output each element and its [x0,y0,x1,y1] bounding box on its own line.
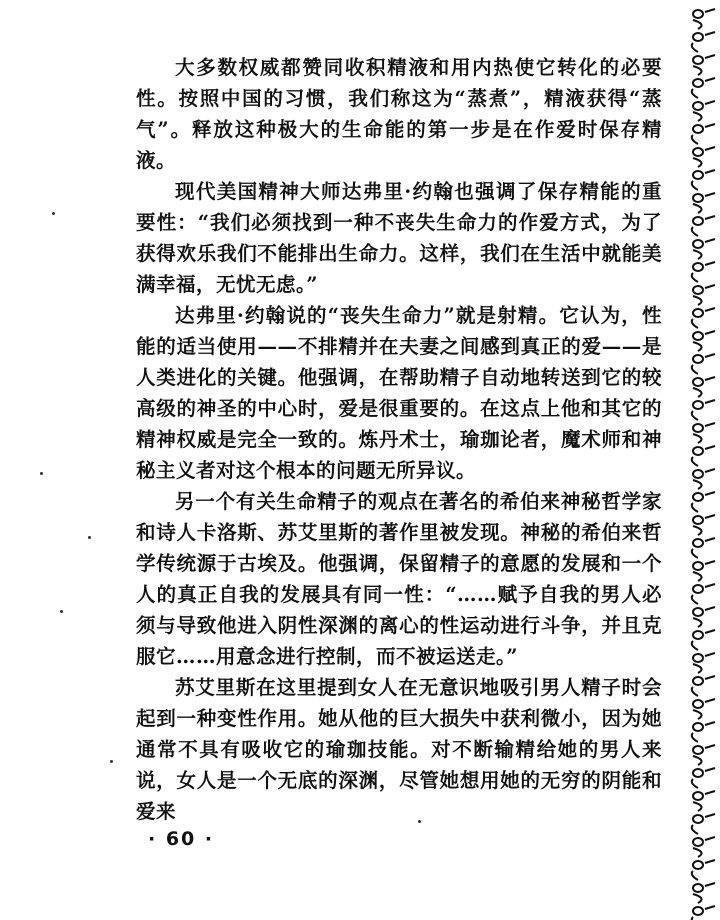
border-tick [705,837,715,840]
border-tick [705,216,715,219]
border-tick [705,239,715,242]
border-link [693,263,703,271]
border-link [693,447,703,455]
border-tick [705,423,715,426]
border-link [693,907,703,915]
border-link [693,769,703,777]
border-link [693,608,703,616]
border-link [693,332,703,340]
border-flourish [692,733,698,742]
border-link [693,677,703,685]
border-tick [705,446,715,449]
border-tick [705,860,715,863]
scan-speck [52,212,55,215]
scan-speck [418,820,421,823]
border-link [693,240,703,248]
border-tick [705,9,715,12]
border-flourish [692,227,698,236]
paragraph-3: 达弗里·约翰说的“丧失生命力”就是射精。它认为，性能的适当使用——不排精并在夫妻之间感到真正的爱——是人类进化的关键。他强调，在帮助精子自动地转送到它的较高级的神圣的中心时，爱是很重要的。在这点上他和其它的精神权威是完全一致的。炼丹术士，瑜珈论者，魔术师和神秘主义者对这个根本的问题无所异议。 [136,304,662,482]
border-flourish [693,572,702,581]
border-flourish [692,595,698,604]
border-tick [705,699,715,702]
border-link [693,562,703,570]
border-flourish [692,871,698,880]
border-link [693,470,703,478]
border-flourish [693,388,702,397]
border-flourish [692,135,698,144]
border-flourish [693,894,702,903]
border-flourish [693,710,702,719]
border-tick [705,285,715,288]
border-flourish [693,526,702,535]
border-flourish [692,181,698,190]
scan-speck [40,472,43,475]
border-tick [705,814,715,817]
border-tick [705,676,715,679]
border-link [693,493,703,501]
border-flourish [692,549,698,558]
border-link [693,723,703,731]
border-tick [705,745,715,748]
border-link [693,516,703,524]
border-link [693,539,703,547]
border-flourish [692,43,698,52]
border-link [693,401,703,409]
border-flourish [692,457,698,466]
border-flourish [693,342,702,351]
border-link [693,792,703,800]
border-link [693,309,703,317]
border-tick [705,906,715,909]
border-tick [705,538,715,541]
border-flourish [693,802,702,811]
border-tick [705,515,715,518]
border-link [693,424,703,432]
border-tick [705,768,715,771]
border-flourish [692,503,698,512]
border-link [693,56,703,64]
border-flourish [693,66,702,75]
border-flourish [692,365,698,374]
border-link [693,33,703,41]
border-flourish [693,20,702,29]
border-link [693,102,703,110]
scan-speck [110,760,113,763]
border-flourish [692,89,698,98]
border-tick [705,55,715,58]
border-tick [705,400,715,403]
scan-speck [60,610,63,613]
border-link [693,194,703,202]
border-flourish [692,319,698,328]
border-tick [705,377,715,380]
border-flourish [693,618,702,627]
border-tick [705,147,715,150]
border-tick [705,170,715,173]
border-flourish [693,480,702,489]
paragraph-4: 另一个有关生命精子的观点在著名的希伯来神秘哲学家和诗人卡洛斯、苏艾里斯的著作里被发现。神秘的希伯来哲学传统源于古埃及。他强调，保留精子的意愿的发展和一个人的真正自我的发展具有同一性：“……赋予自我的男人必须与导致他进入阴性深渊的离心的性运动进行斗争，并且克服它……用意念进行控制，而不被运送走。” [136,490,662,668]
border-tick [705,354,715,357]
border-link [693,148,703,156]
border-flourish [693,250,702,259]
border-link [693,125,703,133]
body-text [136,52,662,827]
border-tick [705,883,715,886]
border-tick [705,331,715,334]
border-link [693,631,703,639]
border-flourish [692,273,698,282]
border-tick [705,308,715,311]
border-flourish [693,112,702,121]
border-link [693,10,703,18]
border-tick [705,492,715,495]
border-link [693,378,703,386]
border-link [693,171,703,179]
border-tick [705,561,715,564]
border-tick [705,78,715,81]
border-tick [705,469,715,472]
border-tick [705,193,715,196]
border-link [693,815,703,823]
border-flourish [692,687,698,696]
border-flourish [693,756,702,765]
border-link [693,654,703,662]
border-tick [705,630,715,633]
page-number: · 60 · [148,828,215,850]
border-link [693,746,703,754]
border-flourish [693,664,702,673]
border-flourish [693,848,702,857]
border-flourish [693,204,702,213]
border-link [693,217,703,225]
border-link [693,838,703,846]
border-flourish [693,296,702,305]
paragraph-2: 现代美国精神大师达弗里·约翰也强调了保存精能的重要性：“我们必须找到一种不丧失生命力的作爱方式，为了获得欢乐我们不能排出生命力。这样，我们在生活中就能美满幸福，无忧无虑。” [136,180,662,296]
border-link [693,79,703,87]
border-tick [705,791,715,794]
border-tick [705,124,715,127]
scan-speck [88,536,91,539]
border-link [693,585,703,593]
border-link [693,286,703,294]
border-tick [705,607,715,610]
border-flourish [692,641,698,650]
border-tick [705,584,715,587]
border-flourish [693,434,702,443]
border-link [693,884,703,892]
border-link [693,355,703,363]
border-link [693,700,703,708]
border-link [693,861,703,869]
border-tick [705,32,715,35]
border-tick [705,101,715,104]
paragraph-1: 大多数权威都赞同收积精液和用内热使它转化的必要性。按照中国的习惯，我们称这为“蒸煮”，精液获得“蒸气”。释放这种极大的生命能的第一步是在作爱时保存精液。 [136,56,662,172]
paragraph-5: 苏艾里斯在这里提到女人在无意识地吸引男人精子时会起到一种变性作用。她从他的巨大损失中获利微小，因为她通常不具有吸收它的瑜珈技能。对不断输精给她的男人来说，女人是一个无底的深渊，尽管她想用她的无穷的阴能和爱来 [136,676,662,823]
border-tick [705,653,715,656]
decorative-border-icon [684,0,720,920]
border-tick [705,722,715,725]
border-flourish [693,158,702,167]
border-flourish [692,825,698,834]
border-flourish [692,411,698,420]
border-flourish [692,779,698,788]
border-tick [705,262,715,265]
